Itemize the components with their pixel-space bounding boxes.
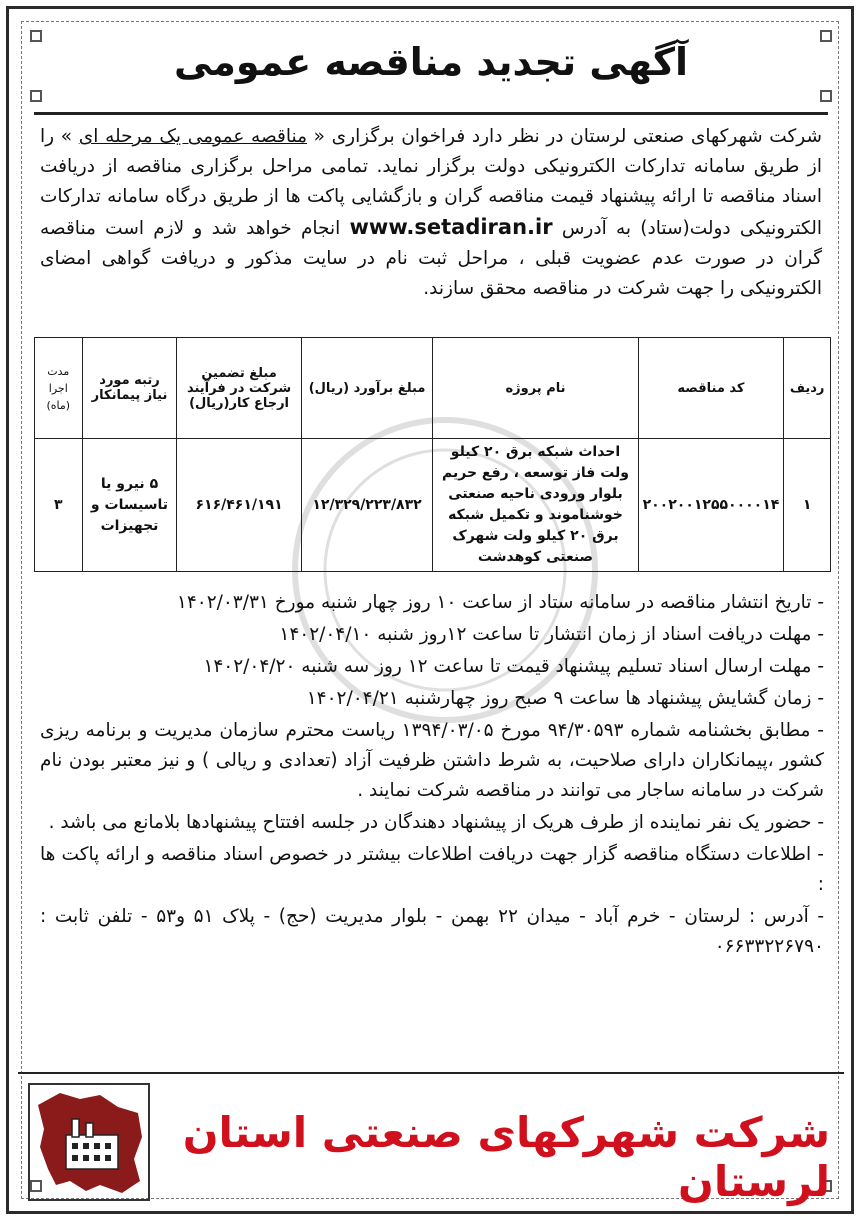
cell-estimate: ۱۲/۳۲۹/۲۲۳/۸۳۲ [301, 439, 433, 572]
list-item: - مهلت دريافت اسناد از زمان انتشار تا ساعت ۱۲روز شنبه ۱۴۰۲/۰۴/۱۰ [279, 624, 824, 645]
website-link[interactable]: www.setadiran.ir [349, 215, 553, 239]
footer-divider [18, 1072, 844, 1074]
list-item: - مطابق بخشنامه شماره ۹۴/۳۰۵۹۳ مورخ ۱۳۹۴/۰۳/۰۵ رياست محترم سازمان مديريت و برنامه ريزی كشور ،پيمانكاران دارای صلاحيت، به شرط داشتن ظرفيت آزاد (تعدادی و ريالی ) و نيز معتبر بودن نام شركت در سامانه ساجار می توانند در مناقصه شركت نمايند . [40, 720, 824, 801]
cell-duration: ۳ [35, 439, 83, 572]
header-tender-code: كد مناقصه [638, 338, 784, 439]
header-duration: مدت اجرا (ماه) [35, 338, 83, 439]
header-contractor-grade: رتبه مورد نياز پيمانكار [82, 338, 177, 439]
iran-map-factory-icon [30, 1085, 148, 1199]
cell-project-name: احداث شبكه برق ۲۰ كيلو ولت فاز توسعه ، رفع حريم بلوار ورودی ناحيه صنعتی خوشناموند و تكميل شبكه برق ۲۰ كيلو ولت شهرک صنعتی كوهدشت [433, 439, 638, 572]
intro-paragraph [40, 122, 822, 304]
list-item: - تاريخ انتشار مناقصه در سامانه ستاد از ساعت ۱۰ روز چهار شنبه مورخ ۱۴۰۲/۰۳/۳۱ [176, 592, 824, 613]
corner-ornament [30, 90, 42, 102]
header-guarantee: مبلغ تضمين شركت در فرآيند ارجاع كار(ريال) [177, 338, 301, 439]
list-item: - اطلاعات دستگاه مناقصه گزار جهت دريافت اطلاعات بيشتر در خصوص اسناد مناقصه و ارائه پاكت ها : [40, 844, 824, 895]
list-item: - حضور يک نفر نماينده از طرف هريک از پيشنهاد دهندگان در جلسه افتتاح پيشنهادها بلامانع می باشد . [48, 812, 824, 833]
tender-table [34, 337, 831, 572]
title-divider [34, 112, 828, 115]
intro-text-3: انجام خواهد شد و لازم است مناقصه گران در صورت عدم عضويت قبلی ، مراحل ثبت نام در سايت مذكور و دريافت گواهی امضای الكترونيكی را جهت شركت در مناقصه محقق سازند. [40, 218, 822, 299]
page-title: آگهی تجدید مناقصه عمومی [173, 40, 689, 84]
cell-guarantee: ۶۱۶/۴۶۱/۱۹۱ [177, 439, 301, 572]
tender-type: مناقصه عمومی یک مرحله ای [78, 126, 307, 147]
cell-row-number: ۱ [784, 439, 831, 572]
company-logo [28, 1083, 150, 1201]
cell-contractor-grade: ۵ نيرو يا تاسيسات و تجهيزات [82, 439, 177, 572]
corner-ornament [820, 90, 832, 102]
cell-tender-code: ۲۰۰۲۰۰۱۲۵۵۰۰۰۰۱۴ [638, 439, 784, 572]
company-name-banner: شرکت شهرکهای صنعتی استان لرستان [182, 1108, 830, 1206]
list-item: - زمان گشايش پيشنهاد ها ساعت ۹ صبح روز چهارشنبه ۱۴۰۲/۰۴/۲۱ [306, 688, 824, 709]
table-row [35, 439, 831, 572]
list-item: - مهلت ارسال اسناد تسليم پيشنهاد قيمت تا ساعت ۱۲ روز سه شنبه ۱۴۰۲/۰۴/۲۰ [203, 656, 824, 677]
header-estimate: مبلغ برآورد (ريال) [301, 338, 433, 439]
intro-text-1: شرکت شهرکهای صنعتی لرستان در نظر دارد فراخوان برگزاری « [313, 126, 822, 147]
table-header-row [35, 338, 831, 439]
intro-text-2: » را از طریق سامانه تداركات الكترونيكی دولت برگزار نمايد. تمامی مراحل برگزاری مناقصه از دريافت اسناد مناقصه تا ارائه پيشنهاد قيمت مناقصه گران و بازگشايی پاکت ها از طريق درگاه سامانه تداركات الكترونيكی دولت(ستاد) به آدرس [40, 126, 823, 239]
tender-details-list [40, 588, 824, 964]
header-row-number: رديف [784, 338, 831, 439]
header-project-name: نام پروژه [433, 338, 638, 439]
list-item: - آدرس : لرستان - خرم آباد - ميدان ۲۲ بهمن - بلوار مديريت (حج) - پلاک ۵۱ و۵۳ - تلفن ثابت : ۰۶۶۳۳۲۲۶۷۹۰ [40, 906, 825, 957]
